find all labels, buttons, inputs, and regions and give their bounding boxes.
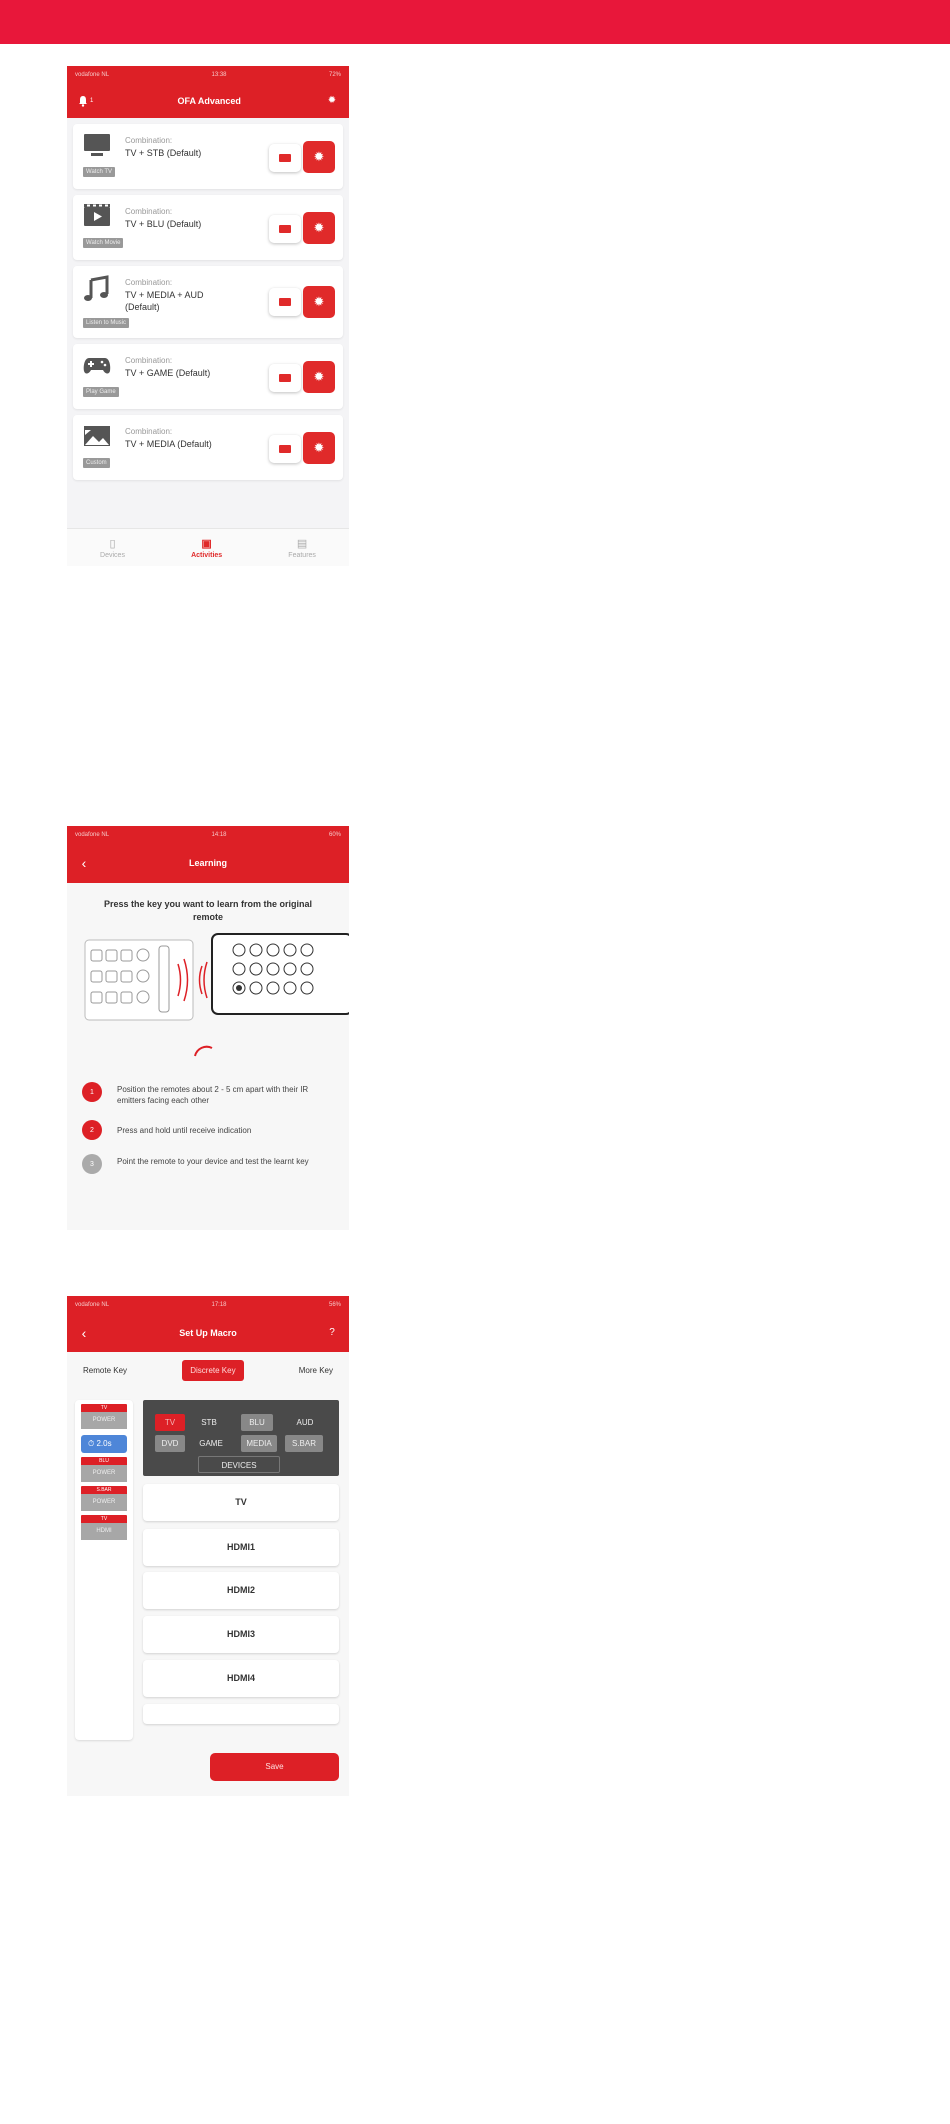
activity-settings-button[interactable] [303,141,335,173]
activities-icon: ▣ [201,537,212,550]
remote-pairing-illustration [67,924,349,1074]
remote-icon: ▯ [109,537,116,550]
device-sbar-button[interactable]: S.BAR [285,1435,323,1452]
nav-bar [67,1313,349,1352]
device-selector-panel [143,1400,339,1476]
nav-bar [67,83,349,118]
back-chevron-icon[interactable]: ‹ [81,855,87,871]
macro-step[interactable] [81,1486,127,1511]
combination-label: Combination: [125,136,173,145]
page-title: Learning [188,858,227,868]
combination-label: Combination: [125,356,173,365]
segment-more-key[interactable]: More Key [298,1366,333,1375]
clock-label: 13:38 [211,71,227,78]
features-icon: ▤ [296,537,308,550]
step-number: 1 [82,1082,102,1102]
step-number: 3 [82,1154,102,1174]
key-button-tv[interactable]: TV [143,1484,339,1521]
activities-screen [67,66,349,566]
nav-spacer [325,856,339,870]
power-icon [279,445,291,453]
page-title: Set Up Macro [179,1327,237,1338]
device-media-button[interactable]: MEDIA [241,1435,277,1452]
combination-label: Combination: [125,207,173,216]
power-button[interactable] [269,288,301,316]
power-icon [279,374,291,382]
battery-label: 56% [328,1301,341,1308]
page-title: OFA Advanced [177,95,241,106]
step-text: Position the remotes about 2 - 5 cm apart with their IR emitters facing each other [117,1085,309,1105]
macro-step[interactable] [81,1404,127,1429]
gear-icon: ✹ [313,369,325,384]
learning-step [82,1154,349,1174]
power-button[interactable] [269,215,301,243]
macro-step[interactable] [81,1515,127,1540]
device-dvd-button[interactable]: DVD [155,1435,185,1452]
macro-step-device: S.BAR [81,1486,127,1494]
activity-settings-button[interactable] [303,361,335,393]
key-button-hdmi3[interactable]: HDMI3 [143,1616,339,1653]
tab-label: Devices [100,551,125,559]
learning-step [82,1082,349,1106]
activity-tag: Custom [83,458,110,468]
combination-value: TV + MEDIA (Default) [125,439,212,449]
tab-devices[interactable] [100,537,125,559]
battery-label: 72% [328,71,341,78]
key-button-hdmi4[interactable]: HDMI4 [143,1660,339,1697]
key-button-partial[interactable] [143,1704,339,1724]
gear-icon: ✹ [313,220,325,235]
tab-label: Features [288,551,316,559]
combination-label: Combination: [125,427,173,436]
segment-remote-key[interactable]: Remote Key [83,1366,128,1375]
tv-icon [83,133,111,157]
timer-icon: ⏱ [88,1439,95,1448]
macro-step-key: HDMI [81,1523,127,1540]
setup-macro-screen [67,1296,349,1796]
device-tv-button[interactable]: TV [155,1414,185,1431]
learning-instruction-heading: Press the key you want to learn from the original remote [103,899,313,922]
power-icon [279,298,291,306]
step-text: Point the remote to your device and test the learnt key [117,1157,309,1166]
carrier-label: vodafone NL [75,831,110,838]
activity-tag: Play Game [83,387,119,397]
macro-step[interactable] [81,1457,127,1482]
back-chevron-icon[interactable]: ‹ [81,1324,87,1341]
segment-discrete-key[interactable]: Discrete Key [182,1360,243,1381]
activity-settings-button[interactable] [303,286,335,318]
macro-step-device: TV [81,1515,127,1523]
remotes-illustration [67,924,349,1074]
activity-settings-button[interactable] [303,432,335,464]
tab-label: Activities [191,551,223,559]
activity-settings-button[interactable] [303,212,335,244]
carrier-label: vodafone NL [75,71,110,78]
brand-header-bar [0,0,950,44]
device-blu-button[interactable]: BLU [241,1414,273,1431]
macro-step-device: BLU [81,1457,127,1465]
notification-count: 1 [90,97,94,104]
activity-card[interactable] [73,195,343,260]
power-icon [279,154,291,162]
macro-sequence-list [75,1400,133,1740]
nav-bar [67,843,349,883]
macro-step-key: POWER [81,1465,127,1482]
key-button-hdmi2[interactable]: HDMI2 [143,1572,339,1609]
power-icon [279,225,291,233]
settings-gear-icon[interactable]: ✹ [327,95,337,106]
combination-label: Combination: [125,278,173,287]
combination-value: TV + MEDIA + AUD (Default) [125,290,204,312]
activity-card[interactable] [73,124,343,189]
learning-step [82,1120,349,1140]
activity-tag: Watch Movie [83,238,123,248]
combination-value: TV + STB (Default) [125,148,202,158]
key-type-segmented-control [67,1360,349,1381]
step-number: 2 [82,1120,102,1140]
activity-card[interactable] [73,266,343,338]
activity-tag: Listen to Music [83,318,129,328]
bell-icon[interactable] [77,94,93,108]
gear-icon: ✹ [313,440,325,455]
activity-card[interactable] [73,415,343,480]
clock-label: 14:18 [211,831,227,838]
tab-activities[interactable] [191,537,222,559]
combination-value: TV + BLU (Default) [125,219,202,229]
step-text: Press and hold until receive indication [117,1126,252,1135]
macro-delay-step[interactable] [81,1435,127,1453]
power-button[interactable] [269,364,301,392]
power-button[interactable] [269,435,301,463]
devices-button[interactable]: DEVICES [198,1456,280,1473]
music-icon [83,275,111,303]
combination-value: TV + GAME (Default) [125,368,211,378]
clock-label: 17:18 [211,1301,227,1308]
gear-icon: ✹ [313,149,325,164]
bottom-tab-bar [67,528,349,566]
device-aud-button[interactable]: AUD [296,1418,314,1427]
tab-features[interactable] [288,537,316,559]
activity-tag: Watch TV [83,167,115,177]
macro-step-device: TV [81,1404,127,1412]
gear-icon: ✹ [313,294,325,309]
power-button[interactable] [269,144,301,172]
battery-label: 60% [328,831,341,838]
device-stb-button[interactable]: STB [201,1418,217,1427]
gamepad-icon [83,353,111,377]
status-bar [67,826,349,843]
learning-screen [67,826,349,1230]
activity-card-list [67,124,349,480]
save-button[interactable]: Save [210,1753,339,1781]
picture-icon [83,424,111,448]
status-bar [67,66,349,83]
status-bar [67,1296,349,1313]
key-button-hdmi1[interactable]: HDMI1 [143,1529,339,1566]
carrier-label: vodafone NL [75,1301,110,1308]
help-icon[interactable]: ? [329,1327,335,1338]
macro-step-key: POWER [81,1494,127,1511]
movie-icon [83,204,111,228]
delay-value: 2.0s [96,1439,112,1448]
device-game-button[interactable]: GAME [199,1439,223,1448]
macro-step-key: POWER [81,1412,127,1429]
activity-card[interactable] [73,344,343,409]
